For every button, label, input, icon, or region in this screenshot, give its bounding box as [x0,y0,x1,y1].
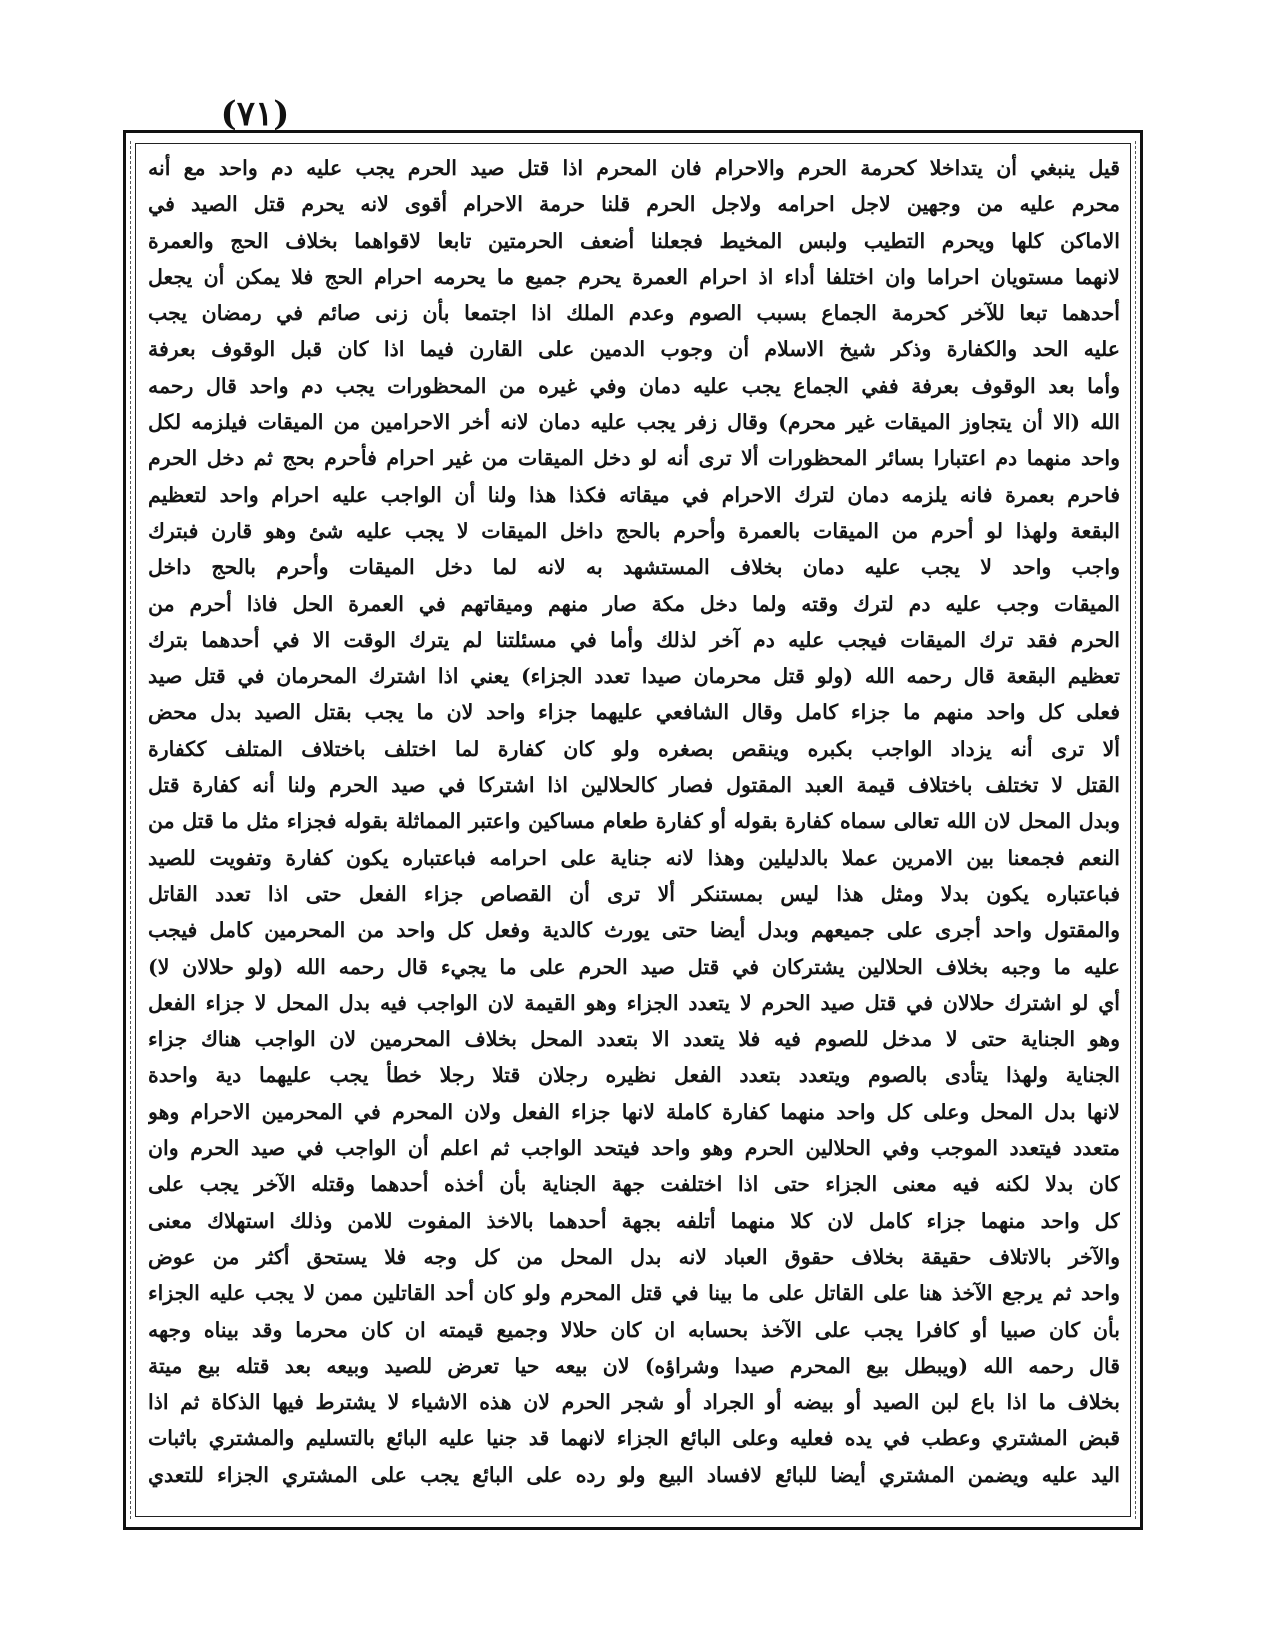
left-margin-rule [130,141,131,1519]
text-line: وبدل المحل لان الله تعالى سماه كفارة بقوله أو كفارة طعام مساكين واعتبر المماثلة بقوله فجزاء مثل ما قتل من [148,809,1120,834]
text-line: واحد ثم يرجع الآخذ هنا على القاتل على ما بينا في قتل المحرم ولو كان أحد القاتلين ممن لا يجب عليه الجزاء [148,1281,1120,1306]
text-line: بأن كان صبيا أو كافرا يجب على الآخذ بحسابه ان كان حلالا وجميع قيمته ان كان محرما وقد بيناه وجهه [148,1317,1120,1342]
text-line: كان بدلا لكنه فيه معنى الجزاء حتى اذا اختلفت جهة الجناية بأن أخذه أحدهما وقتله الآخر يجب على [148,1172,1120,1197]
text-line: الجناية ولهذا يتأدى بالصوم ويتعدد بتعدد الفعل نظيره رجلان قتلا رجلا خطأ يجب عليهما دية واحدة [148,1063,1120,1088]
text-line: فعلى كل واحد منهم ما جزاء كامل وقال الشافعي عليهما جزاء واحد لان ما يجب بقتل الصيد بدل محض [148,700,1120,725]
right-margin-rule [1135,141,1136,1519]
text-line: الاماكن كلها ويحرم التطيب ولبس المخيط فجعلنا أضعف الحرمتين تابعا لاقواهما بخلاف الحج والعمرة [148,228,1120,253]
text-line: قال رحمه الله (ويبطل بيع المحرم صيدا وشراؤه) لان بيعه حيا تعرض للصيد وبيعه بعد قتله بيع ميتة [148,1353,1120,1378]
text-body [148,150,1120,1510]
text-line: فباعتباره يكون بدلا ومثل هذا ليس بمستنكر ألا ترى أن القصاص جزاء الفعل حتى اذا تعدد القاتل [148,881,1120,906]
text-line: النعم فجمعنا بين الامرين عملا بالدليلين وهذا لانه جناية على احرامه فباعتباره يكون كفارة وتفويت للصيد [148,845,1120,870]
text-line: القتل لا تختلف باختلاف قيمة العبد المقتول فصار كالحلالين اذا اشتركا في صيد الحرم ولنا أنه كفارة قتل [148,773,1120,798]
text-line: واجب واحد لا يجب عليه دمان بخلاف المستشهد به لانه لما دخل الميقات وأحرم بالحج داخل [148,555,1120,580]
text-line: فاحرم بعمرة فانه يلزمه دمان لترك الاحرام في ميقاته فكذا هذا ولنا أن الواجب عليه احرام واحد لتعظيم [148,482,1120,507]
text-line: متعدد فيتعدد الموجب وفي الحلالين الحرم وهو واحد فيتحد الواجب ثم اعلم أن الواجب في صيد الحرم وان [148,1136,1120,1161]
text-line: واحد منهما دم اعتبارا بسائر المحظورات ألا ترى أنه لو دخل الميقات من غير احرام فأحرم بحج ثم دخل الحرم [148,446,1120,471]
text-line: الميقات وجب عليه دم لترك وقته ولما دخل مكة صار منهم وميقاتهم في العمرة الحل فاذا أحرم من [148,591,1120,616]
text-line: الحرم فقد ترك الميقات فيجب عليه دم آخر لذلك وأما في مسئلتنا لم يترك الوقت الا في أحدهما بترك [148,627,1120,652]
text-line: تعظيم البقعة قال رحمه الله (ولو قتل محرمان صيدا تعدد الجزاء) يعني اذا اشترك المحرمان في قتل صيد [148,664,1120,689]
text-line: عليه ما وجبه بخلاف الحلالين يشتركان في قتل صيد الحرم على ما يجيء قال رحمه الله (ولو حلالان لا) [148,954,1120,979]
text-line: اليد عليه ويضمن المشتري أيضا للبائع لافساد البيع ولو رده على البائع يجب على المشتري الجزاء للتعدي [148,1462,1120,1487]
text-line: أحدهما تبعا للآخر كحرمة الجماع بسبب الصوم وعدم الملك اذا اجتمعا بأن زنى صائم في رمضان يجب [148,301,1120,326]
text-line: وأما بعد الوقوف بعرفة ففي الجماع يجب عليه دمان وفي غيره من المحظورات يجب دم واحد قال رحمه [148,373,1120,398]
text-line: عليه الحد والكفارة وذكر شيخ الاسلام أن وجوب الدمين على القارن فيما اذا كان قبل الوقوف بعرفة [148,337,1120,362]
text-line: البقعة ولهذا لو أحرم من الميقات بالعمرة وأحرم بالحج داخل الميقات لا يجب عليه شئ وهو قارن فبترك [148,518,1120,543]
text-line: وهو الجناية حتى لا مدخل للصوم فيه فلا يتعدد الا بتعدد المحل بخلاف المحرمين لان الواجب هناك جزاء [148,1027,1120,1052]
text-line: لانها بدل المحل وعلى كل واحد منهما كفارة كاملة لانها جزاء الفعل ولان المحرم في المحرمين الاحرام وهو [148,1099,1120,1124]
text-line: أي لو اشترك حلالان في قتل صيد الحرم لا يتعدد الجزاء وهو القيمة لان الواجب فيه بدل المحل لا جزاء الفعل [148,990,1120,1015]
page-number: (٧١) [220,94,290,134]
text-line: قيل ينبغي أن يتداخلا كحرمة الحرم والاحرام فان المحرم اذا قتل صيد الحرم يجب عليه دم واحد مع أنه [148,156,1120,180]
text-line: قبض المشتري وعطب في يده فعليه وعلى البائع الجزاء لانهما قد جنيا عليه البائع بالتسليم والمشتري باثبات [148,1426,1120,1451]
text-line: ألا ترى أنه يزداد الواجب بكبره وينقص بصغره ولو كان كفارة لما اختلف باختلاف المتلف ككفارة [148,736,1120,761]
text-line: لانهما مستويان احراما وان اختلفا أداء اذ احرام العمرة يحرم جميع ما يحرمه احرام الحج فلا يمكن أن يجعل [148,264,1120,289]
text-line: محرم عليه من وجهين لاجل احرامه ولاجل الحرم قلنا حرمة الاحرام أقوى لانه يحرم قتل الصيد في [148,192,1120,217]
text-line: والآخر بالاتلاف حقيقة بخلاف حقوق العباد لانه بدل المحل من كل وجه فلا يستحق أكثر من عوض [148,1244,1120,1269]
text-line: بخلاف ما اذا باع لبن الصيد أو بيضه أو الجراد أو شجر الحرم لان هذه الاشياء لا يشترط فيها الذكاة ثم اذا [148,1390,1120,1415]
text-line: الله (الا أن يتجاوز الميقات غير محرم) وقال زفر يجب عليه دمان لانه أخر الاحرامين من الميقات فيلزمه لكل [148,410,1120,435]
text-line: والمقتول واحد أجرى على جميعهم وبدل أيضا حتى يورث كالدية وفعل كل واحد من المحرمين كامل فيجب [148,918,1120,943]
text-line: كل واحد منهما جزاء كامل لان كلا منهما أتلفه بجهة أحدهما بالاخذ المفوت للامن وذلك استهلاك معنى [148,1208,1120,1233]
